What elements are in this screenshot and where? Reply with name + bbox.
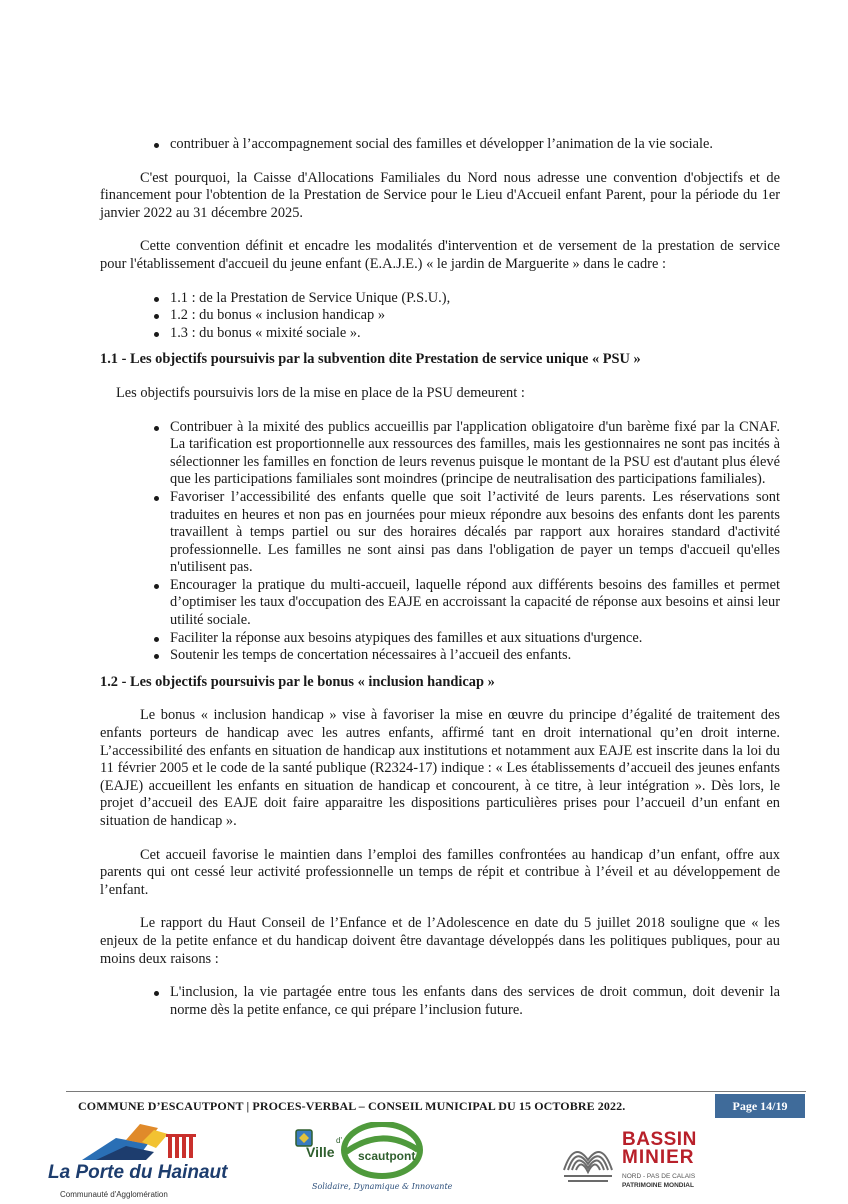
escautpont-logo-name: scautpont bbox=[358, 1149, 416, 1163]
list-item: 1.2 : du bonus « inclusion handicap » bbox=[170, 307, 780, 325]
list-item: 1.1 : de la Prestation de Service Unique (P.S.U.), bbox=[170, 290, 780, 308]
section-heading-1-1: 1.1 - Les objectifs poursuivis par la subvention dite Prestation de service unique « PSU » bbox=[100, 351, 641, 368]
bassin-minier-sub1: NORD - PAS DE CALAIS bbox=[622, 1173, 696, 1180]
paragraph-accueil: Cet accueil favorise le maintien dans l’emploi des familles confrontées au handicap d’un enfant, offre aux parents qui ont cessé leur activité professionnelle un temps de répit et contribue à l’éveil et au développement de l’enfant. bbox=[100, 846, 780, 898]
bassin-minier-word2: MINIER bbox=[622, 1147, 695, 1168]
hainaut-logo-sub: Communauté d'Agglomération bbox=[60, 1190, 168, 1199]
bassin-minier-word1: BASSIN bbox=[622, 1129, 697, 1150]
section-1-1-intro: Les objectifs poursuivis lors de la mise en place de la PSU demeurent : bbox=[116, 384, 525, 401]
paragraph-definit: Cette convention définit et encadre les modalités d'intervention et de versement de la prestation de service pour l'établissement d'accueil du jeune enfant (E.A.J.E.) « le jardin de Marguerite » dans le cadre : bbox=[100, 238, 780, 272]
list-item: Faciliter la réponse aux besoins atypiques des familles et aux situations d'urgence. bbox=[170, 630, 780, 648]
list-item: L'inclusion, la vie partagée entre tous les enfants dans des services de droit commun, doit devenir la norme dès la petite enfance, ce qui prépare l’inclusion future. bbox=[170, 984, 780, 1018]
paragraph-convention: C'est pourquoi, la Caisse d'Allocations Familiales du Nord nous adresse une convention d'objectifs et de financement pour l'obtention de la Prestation de Service pour le Lieu d'Accueil enfant Parent, pour la période du 1er janvier 2022 au 31 décembre 2025. bbox=[100, 169, 780, 221]
cadre-list bbox=[100, 290, 780, 343]
escautpont-logo-tagline: Solidaire, Dynamique & Innovante bbox=[312, 1182, 453, 1191]
page-number-badge: Page 14/19 bbox=[715, 1094, 805, 1118]
escautpont-logo-de: d' bbox=[336, 1136, 342, 1145]
footer-divider bbox=[66, 1091, 806, 1092]
bassin-minier-emblem-icon bbox=[560, 1130, 616, 1186]
hainaut-emblem-icon bbox=[76, 1120, 216, 1168]
intro-list bbox=[100, 136, 780, 154]
paragraph-rapport: Le rapport du Haut Conseil de l’Enfance et de l’Adolescence en date du 5 juillet 2018 souligne que « les enjeux de la petite enfance et du handicap doivent être davantage développés dans les politiques publiques, pour au moins deux raisons : bbox=[100, 915, 780, 967]
list-item: Encourager la pratique du multi-accueil, laquelle répond aux différents besoins des familles et permet d’optimiser les taux d'occupation des EAJE en accroissant la capacité de réponse aux besoins et ainsi leur utilité sociale. bbox=[170, 576, 780, 629]
list-item: contribuer à l’accompagnement social des familles et développer l’animation de la vie sociale. bbox=[170, 136, 780, 154]
raisons-list bbox=[100, 984, 780, 1019]
list-item: Soutenir les temps de concertation nécessaires à l’accueil des enfants. bbox=[170, 647, 780, 665]
paragraph-inclusion: Le bonus « inclusion handicap » vise à favoriser la mise en œuvre du principe d’égalité de traitement des enfants porteurs de handicap avec les autres enfants, affirmé tant en droit international qu’en droit interne. L’accessibilité des enfants en situation de handicap aux institutions et notamment aux EAJE est inscrite dans la loi du 11 février 2005 et le code de la santé publique (R2324-17) indique : « Les établissements d’accueil des jeunes enfants (EAJE) accueillent les enfants en situation de handicap et concourent, à ce titre, à leur intégration ». Dès lors, le projet d’accueil des EAJE doit faire apparaitre les dispositions particulières prises pour l’accueil d’un enfant en situation de handicap ». bbox=[100, 707, 780, 829]
list-item: Contribuer à la mixité des publics accueillis par l'application obligatoire d'un barème fixé par la CNAF. La tarification est proportionnelle aux ressources des familles, mais les gestionnaires ne sont pas incités à sélectionner les familles en fonction de leurs revenus puisque le montant de la PSU est d'autant plus élevé que les participations familiales sont moindres (principe de neutralisation des participations familiales). bbox=[170, 418, 780, 488]
document-body bbox=[100, 136, 780, 1019]
psu-objectives-list bbox=[100, 419, 780, 665]
hainaut-logo-name: La Porte du Hainaut bbox=[48, 1162, 228, 1183]
footer-title: COMMUNE D’ESCAUTPONT | PROCES-VERBAL – CONSEIL MUNICIPAL DU 15 OCTOBRE 2022. bbox=[78, 1099, 626, 1113]
bassin-minier-sub2: PATRIMOINE MONDIAL bbox=[622, 1182, 694, 1189]
porte-du-hainaut-logo bbox=[40, 1120, 228, 1200]
escautpont-logo bbox=[290, 1122, 453, 1200]
section-heading-1-2: 1.2 - Les objectifs poursuivis par le bonus « inclusion handicap » bbox=[100, 673, 495, 690]
list-item: 1.3 : du bonus « mixité sociale ». bbox=[170, 325, 780, 343]
escautpont-logo-ville: Ville bbox=[306, 1144, 335, 1160]
bassin-minier-logo bbox=[560, 1128, 760, 1192]
list-item: Favoriser l’accessibilité des enfants quelle que soit l’activité de leurs parents. Les réservations sont traduites en heures et non pas en journées pour mieux répondre aux besoins des enfants dont les parents travaillent à temps partiel ou sur des horaires décalés par rapport aux horaires standard d'activité professionnelle. Les familles ne sont ainsi pas dans l'obligation de payer un temps d'accueil qu'elles n'utilisent pas. bbox=[170, 488, 780, 576]
